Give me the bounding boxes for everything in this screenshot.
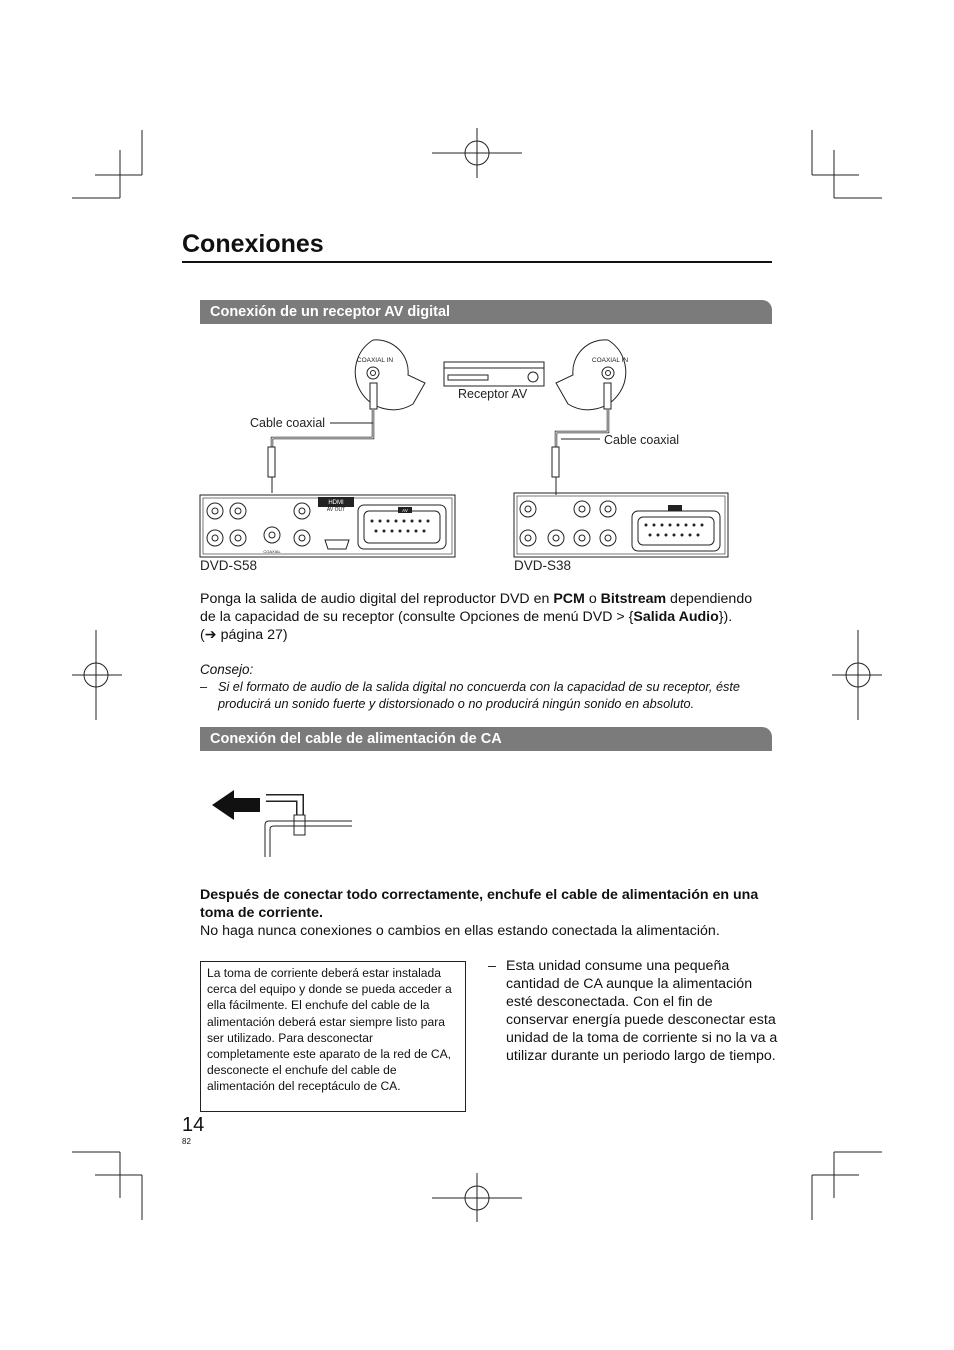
power-warning: No haga nunca conexiones o cambios en ellas estando conectada la alimentación. <box>200 923 720 939</box>
bold-instruction: Después de conectar todo correctamente, enchufe el cable de alimentación en una toma de corriente. <box>200 887 759 921</box>
connection-diagram <box>190 335 750 580</box>
salida-audio-option: Salida Audio <box>633 609 719 625</box>
cable-coaxial-label-left: Cable coaxial <box>250 416 326 430</box>
standby-note: – Esta unidad consume una pequeña cantidad de CA aunque la alimentación esté desconectada. Con el fin de conservar energía puede desconectar esta unidad de la toma de corriente si no la va a utilizar durante un periodo largo de tiempo. <box>488 958 778 1064</box>
panel-dvd-s38 <box>514 493 728 557</box>
av-out-label: AV OUT <box>326 507 346 513</box>
model-label-dvd-s58: DVD-S58 <box>200 558 258 573</box>
consejo-text: Si el formato de audio de la salida digital no concuerda con la capacidad de su receptor, éste producirá un sonido fuerte y distorsionado o no producirá ningún sonido en absoluto. <box>218 680 740 711</box>
cable-coaxial-label-right: Cable coaxial <box>604 433 680 447</box>
arrow-right-icon: ➔ <box>204 627 217 643</box>
pcm-option: PCM <box>553 591 585 607</box>
standby-note-text: Esta unidad consume una pequeña cantidad de CA aunque la alimentación esté desconectada. Con el fin de conservar energía puede desconectar esta unidad de la toma de corriente si no la va a utilizar durante un periodo largo de tiempo. <box>506 958 778 1064</box>
hdmi-label: HDMI <box>328 500 344 506</box>
title-rule <box>182 261 772 263</box>
section-heading-receptor: Conexión de un receptor AV digital <box>200 300 772 324</box>
arrow-left-icon <box>212 790 260 820</box>
coaxial-in-label-left: COAXIAL IN <box>356 357 394 364</box>
callout-bubble-left <box>355 340 425 410</box>
section-heading-power: Conexión del cable de alimentación de CA <box>200 727 772 751</box>
receptor-av-label: Receptor AV <box>458 387 528 401</box>
audio-output-paragraph: Ponga la salida de audio digital del reproductor DVD en PCM o Bitstream dependiendo de la capacidad de su receptor (consulte Opciones de menú DVD > {Salida Audio}). (➔ página 27) <box>200 591 753 643</box>
page-subnumber: 82 <box>182 1137 191 1146</box>
callout-bubble-right <box>556 340 626 410</box>
power-outlet-note-box <box>200 961 466 1112</box>
power-cable-diagram <box>210 785 355 860</box>
coaxial-in-label-right: COAXIAL IN <box>591 357 629 364</box>
note-box-text: La toma de corriente deberá estar instalada cerca del equipo y donde se pueda acceder a ella fácilmente. El enchufe del cable de la alimentación deberá estar siempre listo para ser utilizado. Para desconectar completamente este aparato de la red de CA, desconecte el enchufe del cable de alimentación del receptáculo de CA. <box>207 966 452 1094</box>
av-label-left: AV <box>402 508 408 513</box>
page-number: 14 <box>182 1114 205 1136</box>
consejo-label: Consejo: <box>200 662 254 677</box>
bitstream-option: Bitstream <box>600 591 667 607</box>
model-label-dvd-s38: DVD-S38 <box>514 558 572 573</box>
consejo-note: – Si el formato de audio de la salida digital no concuerda con la capacidad de su receptor, éste producirá un sonido fuerte y distorsionado o no producirá ningún sonido en absoluto. <box>200 679 775 713</box>
page-title: Conexiones <box>182 230 324 258</box>
coaxial-label-left: COAXIAL <box>263 549 281 554</box>
